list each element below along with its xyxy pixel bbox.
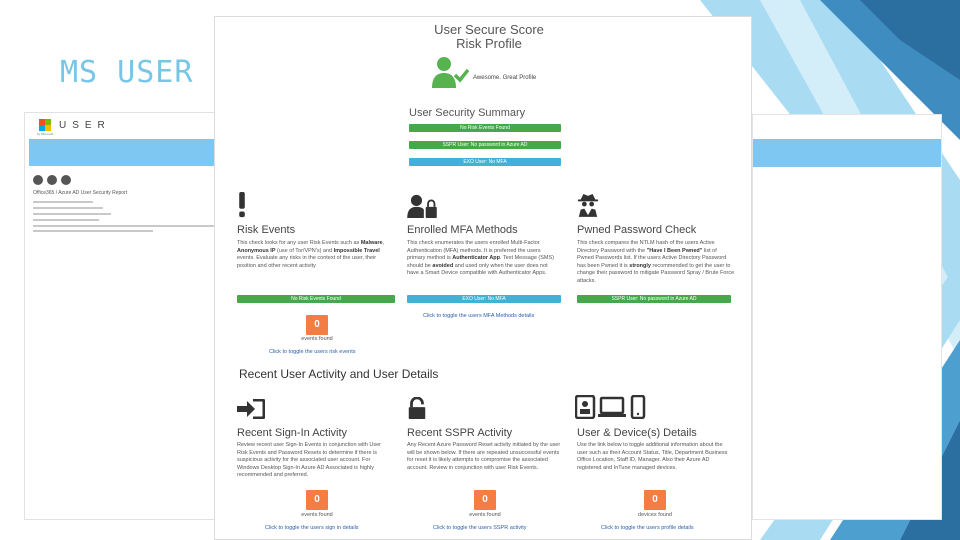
mfa-methods-description: This check enumerates the users enrolled Multi-Factor Authentication (MFA) methods. It is preferred the users primary method is Authenticator App. Text Message (SMS) should be avoided and used only when the user does not have a Smart Device compatible with Authenticator Apps. xyxy=(407,240,555,277)
profile-status: Awesome. Great Profile xyxy=(473,75,537,81)
sspr-count-label: events found xyxy=(469,512,501,518)
background-window-right xyxy=(752,114,942,520)
pwned-password-description: This check compares the NTLM hash of the users Active Directory Password with the "Have I Been Pwned" list of Pwned Passwords list. If the users Active Directory Password has been Pwned it is strongly recommended to get the user to change their password to mitigate Password Spray / Brute Force attacks. xyxy=(577,240,735,284)
text-line xyxy=(33,213,111,215)
devices-icon xyxy=(575,395,647,419)
mfa-methods-badge: EXO User: No MFA xyxy=(407,295,561,303)
toggle-sign-in-link[interactable]: Click to toggle the users sign in details xyxy=(265,525,359,531)
risk-events-description: This check looks for any user Risk Events such as Malware, Anonymous IP (use of Tor/VPN's) and Impossible Travel events. Evaluate any risks in the context of the user, their position and other recent activity xyxy=(237,240,385,269)
brand-row xyxy=(39,119,111,131)
devices-count: 0 xyxy=(644,490,666,510)
sign-in-activity-heading: Recent Sign-In Activity xyxy=(237,427,348,439)
exclamation-icon xyxy=(237,192,247,218)
unlock-icon xyxy=(407,397,427,419)
toggle-mfa-methods-link[interactable]: Click to toggle the users MFA Methods details xyxy=(423,313,535,319)
risk-events-badge: No Risk Events Found xyxy=(237,295,395,303)
sspr-count: 0 xyxy=(474,490,496,510)
user-risk-report xyxy=(214,16,752,540)
summary-risk-events-badge: No Risk Events Found xyxy=(409,124,561,132)
text-line xyxy=(33,230,153,232)
sign-in-count-label: events found xyxy=(301,512,333,518)
toggle-sspr-link[interactable]: Click to toggle the users SSPR activity xyxy=(433,525,527,531)
risk-events-count-label: events found xyxy=(301,336,333,342)
summary-sspr-badge: SSPR User: No password in Azure AD xyxy=(409,141,561,149)
background-report-title: Office365 / Azure AD User Security Report xyxy=(33,190,128,196)
user-check-icon xyxy=(431,55,469,89)
brand-name: USER xyxy=(59,119,111,131)
toggle-profile-details-link[interactable]: Click to toggle the users profile details xyxy=(601,525,694,531)
toggle-risk-events-link[interactable]: Click to toggle the users risk events xyxy=(269,349,356,355)
sign-in-count: 0 xyxy=(306,490,328,510)
text-line xyxy=(33,201,93,203)
sspr-activity-heading: Recent SSPR Activity xyxy=(407,427,513,439)
step-dots xyxy=(33,175,71,185)
user-secret-icon xyxy=(577,192,599,218)
user-device-details-heading: User & Device(s) Details xyxy=(577,427,697,439)
microsoft-logo-icon xyxy=(39,119,51,131)
mfa-methods-heading: Enrolled MFA Methods xyxy=(407,224,518,236)
risk-events-heading: Risk Events xyxy=(237,224,296,236)
user-device-details-description: Use the link below to toggle additional information about the user such as their Account Status, Title, Department Business Office Location, Staff ID, Manager. Also their Azure AD registered and InTune managed devices. xyxy=(577,442,728,471)
sign-in-icon xyxy=(237,399,265,419)
report-title: User Secure Score Risk Profile xyxy=(434,22,544,51)
pwned-password-badge: SSPR User: No password in Azure AD xyxy=(577,295,731,303)
summary-title: User Security Summary xyxy=(409,107,526,119)
pwned-password-heading: Pwned Password Check xyxy=(577,224,697,236)
devices-count-label: devices found xyxy=(638,512,672,518)
sspr-activity-description: Any Recent Azure Password Reset activity initiated by the user will be shown below. If there are repeated unsuccessful events for reset it is likely attempts to compromise the associated account. Review in conjunction with user Risk Events. xyxy=(407,442,561,471)
slide-title: MS USER xyxy=(60,55,194,90)
sign-in-activity-description: Review recent user Sign-In Events in conjunction with User Risk Events and Password Resets to determine if there is suspicious activity for the associated user account. For Windows Desktop Sign-In Azure AD Associated is highly recommended and preferred. xyxy=(237,442,381,479)
text-line xyxy=(33,219,99,221)
brand-subtitle: by Microsoft xyxy=(37,132,54,136)
risk-events-count: 0 xyxy=(306,315,328,335)
recent-activity-title: Recent User Activity and User Details xyxy=(239,367,439,381)
text-line xyxy=(33,207,103,209)
header-bar xyxy=(29,139,223,166)
summary-mfa-badge: EXO User: No MFA xyxy=(409,158,561,166)
user-lock-icon xyxy=(407,194,437,218)
text-line xyxy=(33,225,219,227)
background-report-window xyxy=(24,112,224,520)
